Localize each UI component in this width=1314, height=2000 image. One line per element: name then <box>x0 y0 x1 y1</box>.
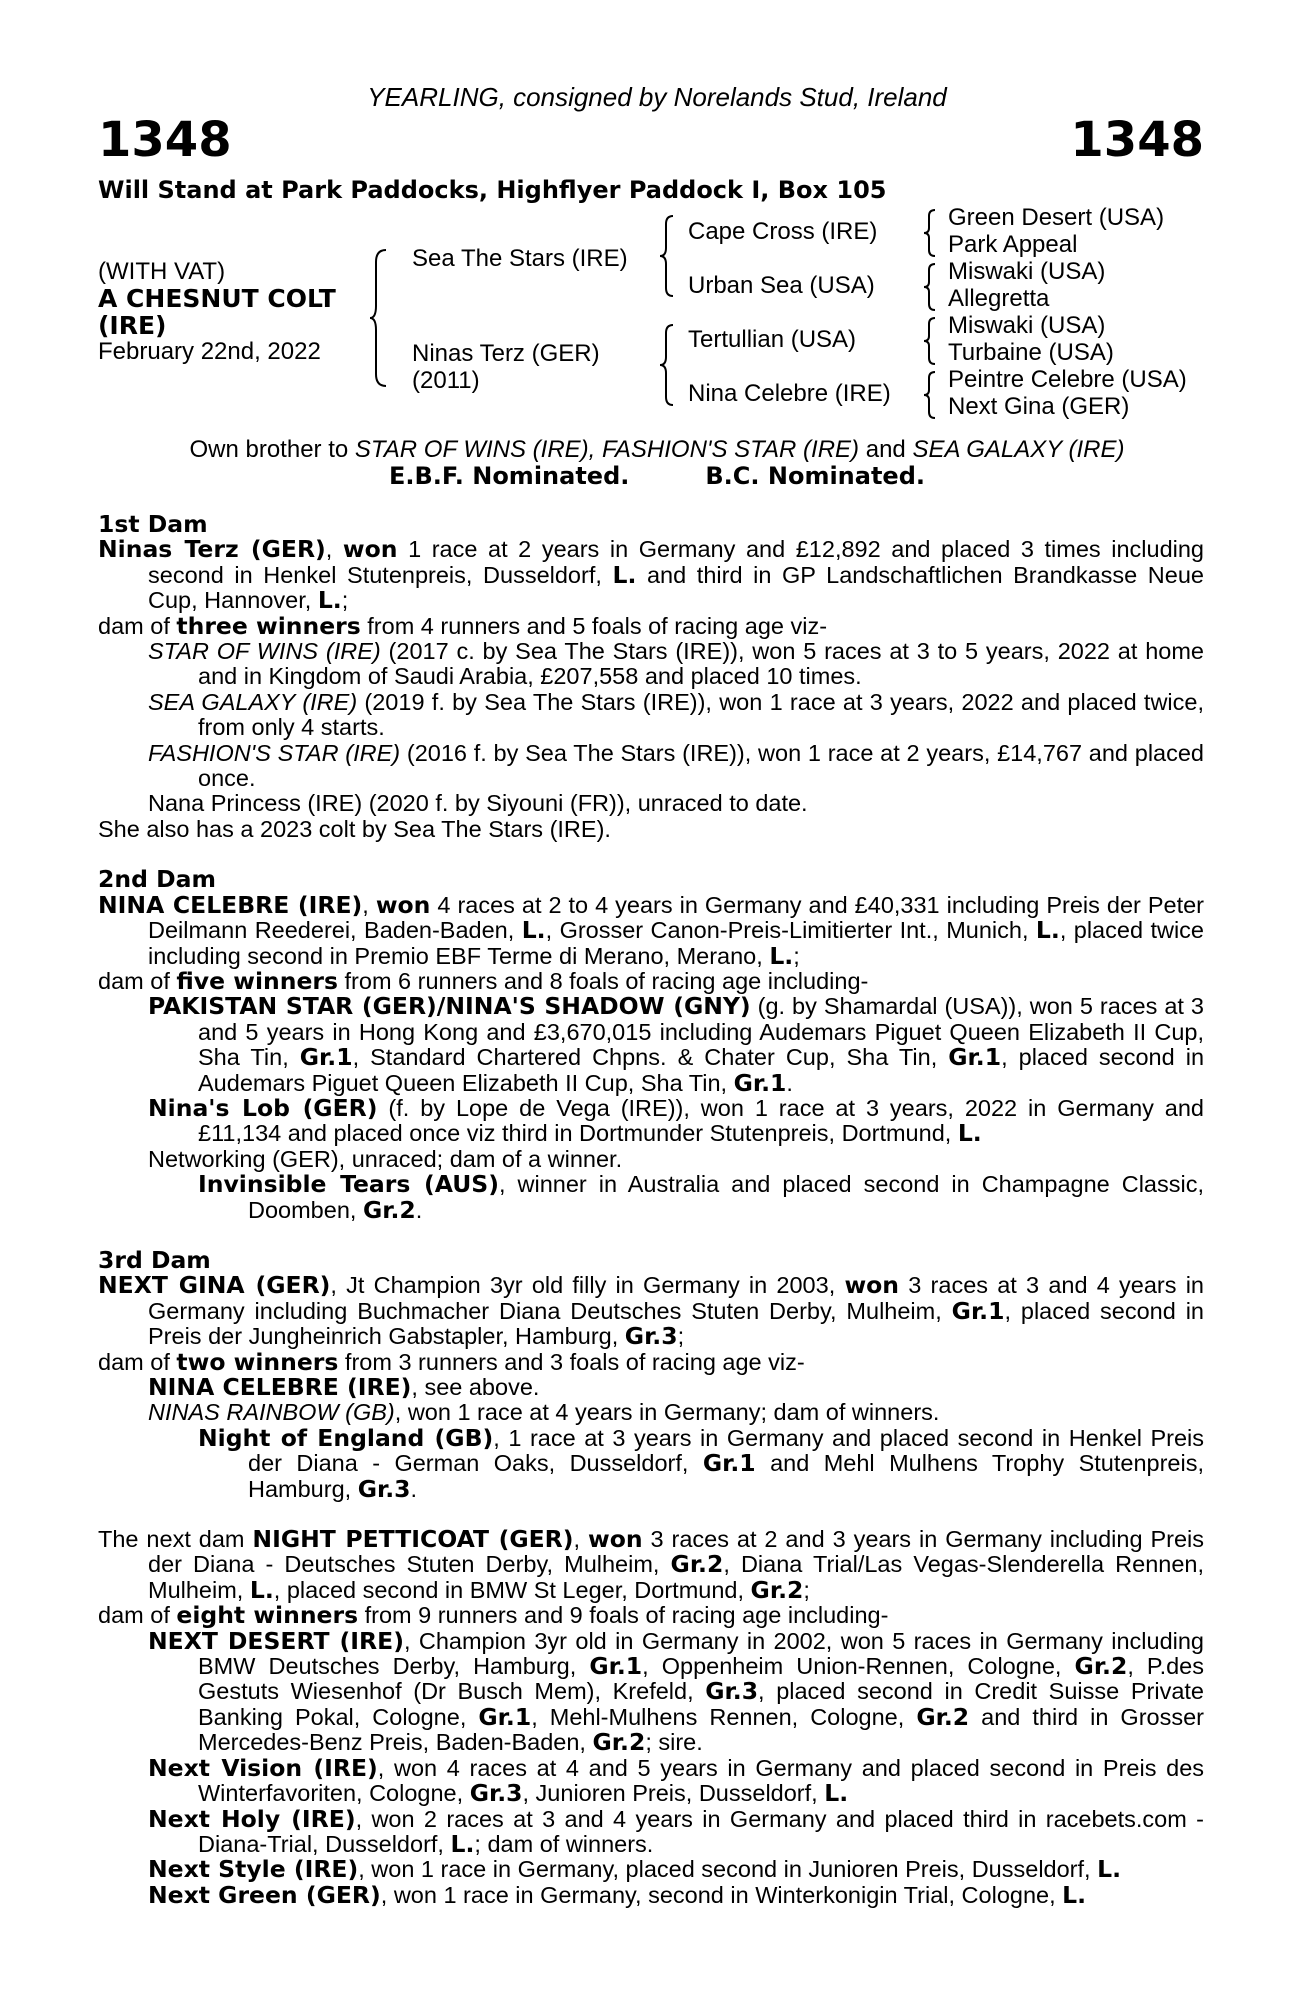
produce-sea-galaxy: SEA GALAXY (IRE) (2019 f. by Sea The Stars (IRE)), won 1 race at 3 years, 2022 and placed twice, from only 4 starts. <box>148 688 1205 741</box>
brace-dam-line <box>658 323 676 407</box>
third-dam-entry: NEXT GINA (GER), Jt Champion 3yr old filly in Germany in 2003, won 3 races at 3 and 4 years in Germany including Buchmacher Diana Deutsches Stuten Derby, Mulheim, Gr.1, placed second in Preis der Jungheinrich Gabstapler, Hamburg, Gr.3; <box>98 1271 1204 1351</box>
gg-4: Allegretta <box>948 285 1050 312</box>
gg-3: Miswaki (USA) <box>948 258 1106 285</box>
consignment-line: YEARLING, consigned by Norelands Stud, Ireland <box>367 82 947 112</box>
horse-country: (IRE) <box>98 311 167 340</box>
gg-6: Turbaine (USA) <box>948 339 1114 366</box>
dam-year: (2011) <box>412 367 480 394</box>
dam-sire: Tertullian (USA) <box>688 326 857 353</box>
produce-next-holy: Next Holy (IRE), won 2 races at 3 and 4 years in Germany and placed third in racebets.com - Diana-Trial, Dusseldorf, L.; dam of winners. <box>148 1804 1204 1858</box>
lot-number-right: 1348 <box>1070 112 1204 168</box>
catalogue-body <box>98 512 1204 1908</box>
produce-nana-princess: Nana Princess (IRE) (2020 f. by Siyouni (FR)), unraced to date. <box>148 790 808 817</box>
produce-next-green: Next Green (GER), won 1 race in Germany, second in Winterkonigin Trial, Cologne, L. <box>148 1880 1087 1909</box>
brace-g4 <box>922 370 938 420</box>
produce-ninas-rainbow: NINAS RAINBOW (GB), won 1 race at 4 years in Germany; dam of winners. <box>148 1399 940 1426</box>
produce-night-of-england: Night of England (GB), 1 race at 3 years in Germany and placed second in Henkel Preis der Diana - German Oaks, Dusseldorf, Gr.1 and Mehl Mulhens Trophy Stutenpreis, Hamburg, Gr.3. <box>198 1423 1205 1503</box>
sire-dam: Urban Sea (USA) <box>688 272 875 299</box>
produce-next-vision: Next Vision (IRE), won 4 races at 4 and 5 years in Germany and placed second in Preis des Winterfavoriten, Cologne, Gr.3, Junioren Preis, Dusseldorf, L. <box>148 1753 1205 1808</box>
second-dam-entry: NINA CELEBRE (IRE), won 4 races at 2 to 4 years in Germany and £40,331 including Preis der Peter Deilmann Reederei, Baden-Baden, L., Grosser Canon-Preis-Limitierter Int., Munich, L., placed twice including second in Premio EBF Terme di Merano, Merano, L.; <box>98 890 1204 970</box>
dam: Ninas Terz (GER) <box>412 340 600 367</box>
horse-title: A CHESNUT COLT <box>98 284 336 313</box>
produce-next-desert: NEXT DESERT (IRE), Champion 3yr old in Germany in 2002, won 5 races in Germany including BMW Deutsches Derby, Hamburg, Gr.1, Oppenheim Union-Rennen, Cologne, Gr.2, P.des Gestuts Wiesenhof (Dr Busch Mem), Krefeld, Gr.3, placed second in Credit Suisse Private Banking Pokal, Cologne, Gr.1, Mehl-Mulhens Rennen, Cologne, Gr.2 and third in Grosser Mercedes-Benz Preis, Baden-Baden, Gr.2; sire. <box>148 1626 1204 1757</box>
first-dam-entry: Ninas Terz (GER), won 1 race at 2 years in Germany and £12,892 and placed 3 times including second in Henkel Stutenpreis, Dusseldorf, L. and third in GP Landschaftlichen Brandkasse Neue Cup, Hannover, L.; <box>98 535 1204 615</box>
produce-nina-celebre: NINA CELEBRE (IRE), see above. <box>148 1373 540 1401</box>
third-dam-produce-intro: dam of two winners from 3 runners and 3 foals of racing age viz- <box>98 1347 805 1376</box>
lot-number-left: 1348 <box>98 112 232 168</box>
brace-g2 <box>922 262 938 312</box>
gg-7: Peintre Celebre (USA) <box>948 366 1187 393</box>
produce-pakistan-star: PAKISTAN STAR (GER)/NINA'S SHADOW (GNY) (g. by Shamardal (USA)), won 5 races at 3 and 5 years in Hong Kong and £3,670,015 including Audemars Piguet Queen Elizabeth II Cup, Sha Tin, Gr.1, Standard Chartered Chpns. & Chater Cup, Sha Tin, Gr.1, placed second in Audemars Piguet Queen Elizabeth II Cup, Sha Tin, Gr.1. <box>148 992 1205 1097</box>
produce-next-style: Next Style (IRE), won 1 race in Germany, placed second in Junioren Preis, Dusseldorf, L. <box>148 1855 1121 1884</box>
first-dam-produce-intro: dam of three winners from 4 runners and 5 foals of racing age viz- <box>98 611 828 640</box>
next-dam-produce-intro: dam of eight winners from 9 runners and 9 foals of racing age including- <box>98 1601 889 1630</box>
sire-sire: Cape Cross (IRE) <box>688 218 878 245</box>
vat-label: (WITH VAT) <box>98 258 226 285</box>
brace-sire-line <box>658 214 676 298</box>
produce-star-of-wins: STAR OF WINS (IRE) (2017 c. by Sea The Stars (IRE)), won 5 races at 3 to 5 years, 2022 at home and in Kingdom of Saudi Arabia, £207,558 and placed 10 times. <box>148 638 1204 690</box>
gg-8: Next Gina (GER) <box>948 393 1130 420</box>
brace-g1 <box>922 208 938 258</box>
first-dam-heading: 1st Dam <box>98 510 208 538</box>
second-dam-produce-intro: dam of five winners from 6 runners and 8 foals of racing age including- <box>98 966 869 995</box>
gg-2: Park Appeal <box>948 231 1078 258</box>
third-dam-heading: 3rd Dam <box>98 1245 211 1274</box>
gg-5: Miswaki (USA) <box>948 312 1106 339</box>
next-dam-entry: The next dam NIGHT PETTICOAT (GER), won 3 races at 2 and 3 years in Germany including Preis der Diana - Deutsches Stuten Derby, Mulheim, Gr.2, Diana Trial/Las Vegas-Slenderella Rennen, Mulheim, L., placed second in BMW St Leger, Dortmund, Gr.2; <box>98 1525 1204 1604</box>
second-dam-heading: 2nd Dam <box>98 865 216 894</box>
produce-fashions-star: FASHION'S STAR (IRE) (2016 f. by Sea The Stars (IRE)), won 1 race at 2 years, £14,767 and placed once. <box>148 739 1205 792</box>
foaling-date: February 22nd, 2022 <box>98 338 321 365</box>
stand-location: Will Stand at Park Paddocks, Highflyer Paddock I, Box 105 <box>98 176 887 204</box>
produce-invinsible-tears: Invinsible Tears (AUS), winner in Australia and placed second in Champagne Classic, Doomben, Gr.2. <box>198 1170 1204 1224</box>
dam-dam: Nina Celebre (IRE) <box>688 380 891 407</box>
nominations: E.B.F. Nominated. B.C. Nominated. <box>388 462 926 490</box>
brace-main <box>368 248 390 388</box>
first-dam-note: She also has a 2023 colt by Sea The Stars (IRE). <box>98 815 611 842</box>
produce-networking: Networking (GER), unraced; dam of a winner. <box>148 1145 623 1172</box>
produce-ninas-lob: Nina's Lob (GER) (f. by Lope de Vega (IRE)), won 1 race at 3 years, 2022 in Germany and £11,134 and placed once viz third in Dortmunder Stutenpreis, Dortmund, L. <box>148 1093 1205 1148</box>
sire: Sea The Stars (IRE) <box>412 245 628 272</box>
brace-g3 <box>922 316 938 366</box>
own-brother-note: Own brother to STAR OF WINS (IRE), FASHION'S STAR (IRE) and SEA GALAXY (IRE) <box>189 436 1125 463</box>
gg-1: Green Desert (USA) <box>948 204 1165 231</box>
